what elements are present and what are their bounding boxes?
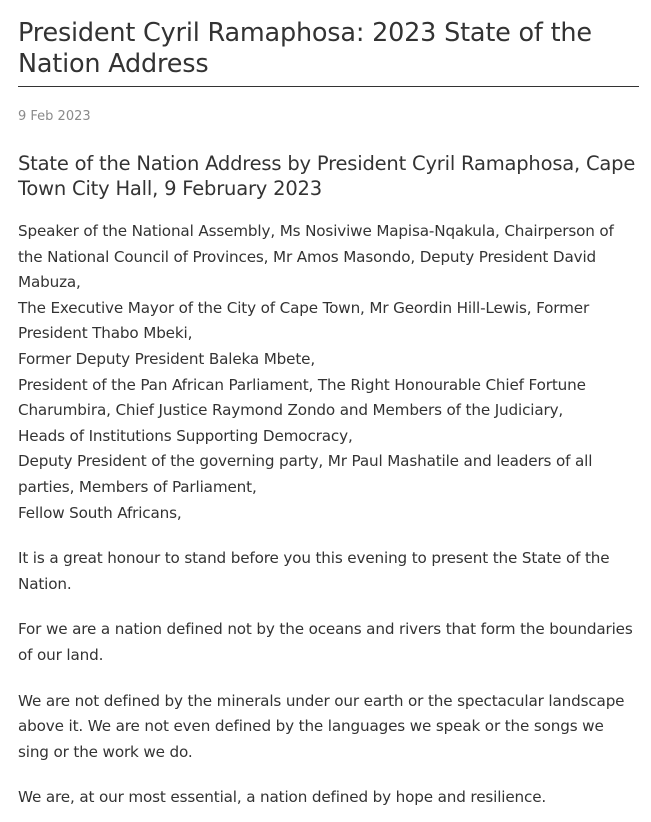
speech-paragraph: For we are a nation defined not by the oceans and rivers that form the boundaries of our land. [18, 620, 633, 664]
addressee-line: Deputy President of the governing party, Mr Paul Mashatile and leaders of all parties, Members of Parliament, [18, 452, 593, 496]
addressee-line: Former Deputy President Baleka Mbete, [18, 349, 316, 368]
publish-date: 9 Feb 2023 [18, 109, 91, 124]
addressee-line: President of the Pan African Parliament, The Right Honourable Chief Fortune Charumbira, Chief Justice Raymond Zondo and Members of the Judiciary, [18, 375, 586, 420]
addressee-list [18, 219, 639, 526]
speech-paragraph: We are, at our most essential, a nation defined by hope and resilience. [18, 788, 547, 807]
addressee-line: Speaker of the National Assembly, Ms Nosiviwe Mapisa-Nqakula, Chairperson of the National Council of Provinces, Mr Amos Masondo, Deputy President David Mabuza, [18, 222, 614, 292]
addressee-line: Heads of Institutions Supporting Democracy, [18, 426, 353, 445]
speech-paragraph: It is a great honour to stand before you this evening to present the State of the Nation. [18, 549, 610, 593]
page-title: President Cyril Ramaphosa: 2023 State of the Nation Address [18, 18, 639, 87]
addressee-line: Fellow South Africans, [18, 503, 182, 522]
addressee-line: The Executive Mayor of the City of Cape Town, Mr Geordin Hill-Lewis, Former President Thabo Mbeki, [18, 298, 590, 343]
speech-paragraph: We are not defined by the minerals under our earth or the spectacular landscape above it. We are not even defined by the languages we speak or the songs we sing or the work we do. [18, 691, 625, 761]
speech-body [18, 219, 639, 811]
speech-subtitle: State of the Nation Address by President Cyril Ramaphosa, Cape Town City Hall, 9 February 2023 [18, 152, 636, 200]
